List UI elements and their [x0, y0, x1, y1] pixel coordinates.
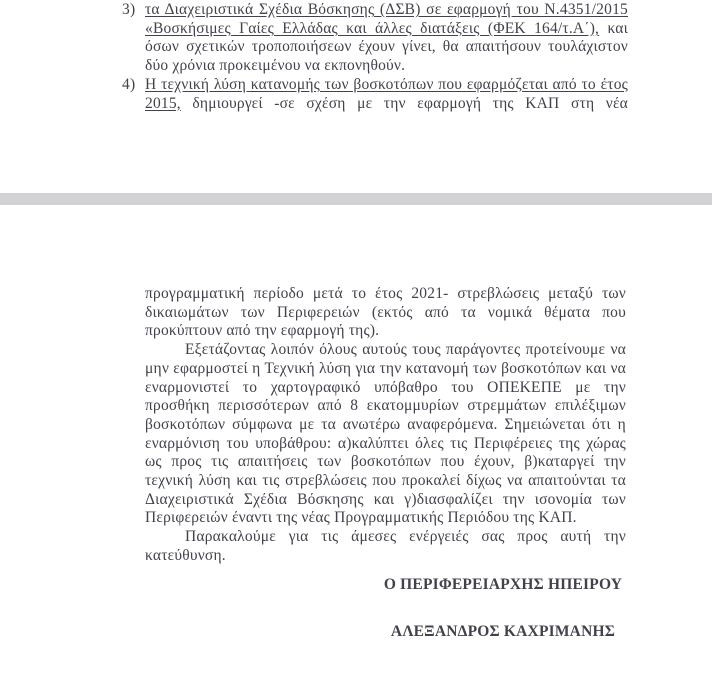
- list-item-4-plain-text: δημιουργεί -σε σχέση με την εφαρμογή της ΚΑΠ στη νέα: [192, 94, 629, 112]
- page-gap-separator: [0, 193, 712, 205]
- paragraph-proposal: Εξετάζοντας λοιπόν όλους αυτούς τους παράγοντες προτείνουμε να μην εφαρμοστεί η Τεχνική λύση για την κατανομή των βοσκοτόπων και να εναρμονιστεί το χαρτογραφικό υπόβαθρο του ΟΠΕΚΕΠΕ με την προσθήκη περισσότερων από 8 εκατομμυρίων στρεμμάτων επιλέξιμων βοσκοτόπων σύμφωνα με τα ανωτέρω αναφερόμενα. Σημειώνεται ότι η εναρμόνιση του υποβάθρου: α)καλύπτει όλες τις Περιφέρειες της χώρας ως προς τις απαιτήσεις των βοσκοτόπων που έχουν, β)καταργεί την τεχνική λύση και τις στρεβλώσεις που προκαλεί δίχως να απαιτούνται τα Διαχειριστικά Σχέδια Βόσκησης και γ)διασφαλίζει την ισονομία των Περιφερειών έναντι της νέας Προγραμματικής Περιόδου της ΚΑΠ.: [145, 341, 626, 527]
- document-page-1-fragment: [122, 1, 628, 113]
- list-item-3-number: 3): [122, 1, 136, 18]
- list-item-4-underlined-text: Η τεχνική λύση κατανομής των βοσκοτόπων που εφαρμόζεται από το έτος 2015,: [145, 75, 628, 112]
- signature-title: Ο ΠΕΡΙΦΕΡΕΙΑΡΧΗΣ ΗΠΕΙΡΟΥ: [383, 575, 623, 593]
- list-item-4-number: 4): [122, 75, 136, 93]
- list-item-3: [122, 1, 628, 76]
- paragraph-request: Παρακαλούμε για τις άμεσες ενέργειές σας προς αυτή την κατεύθυνση.: [145, 528, 626, 564]
- list-item-3-plain-text: και όσων σχετικών τροποποιήσεων έχουν γίνει, θα απαιτήσουν τουλάχιστον δύο χρόνια προκειμένου να εκπονηθούν.: [145, 19, 629, 75]
- paragraph-continuation: προγραμματική περίοδο μετά το έτος 2021- στρεβλώσεις μεταξύ των δικαιωμάτων των Περιφερειών (εκτός από τα νομικά θέματα που προκύπτουν από την εφαρμογή της).: [145, 285, 626, 340]
- signature-block: [380, 576, 626, 642]
- document-page-2: [145, 285, 626, 642]
- list-item-4: [122, 76, 628, 113]
- signature-name: ΑΛΕΞΑΝΔΡΟΣ ΚΑΧΡΙΜΑΝΗΣ: [390, 623, 616, 641]
- list-item-3-underlined-text: τα Διαχειριστικά Σχέδια Βόσκησης (ΔΣΒ) σε εφαρμογή του Ν.4351/2015 «Βοσκήσιμες Γαίες Ελλάδας και άλλες διατάξεις (ΦΕΚ 164/τ.Α΄),: [145, 1, 628, 37]
